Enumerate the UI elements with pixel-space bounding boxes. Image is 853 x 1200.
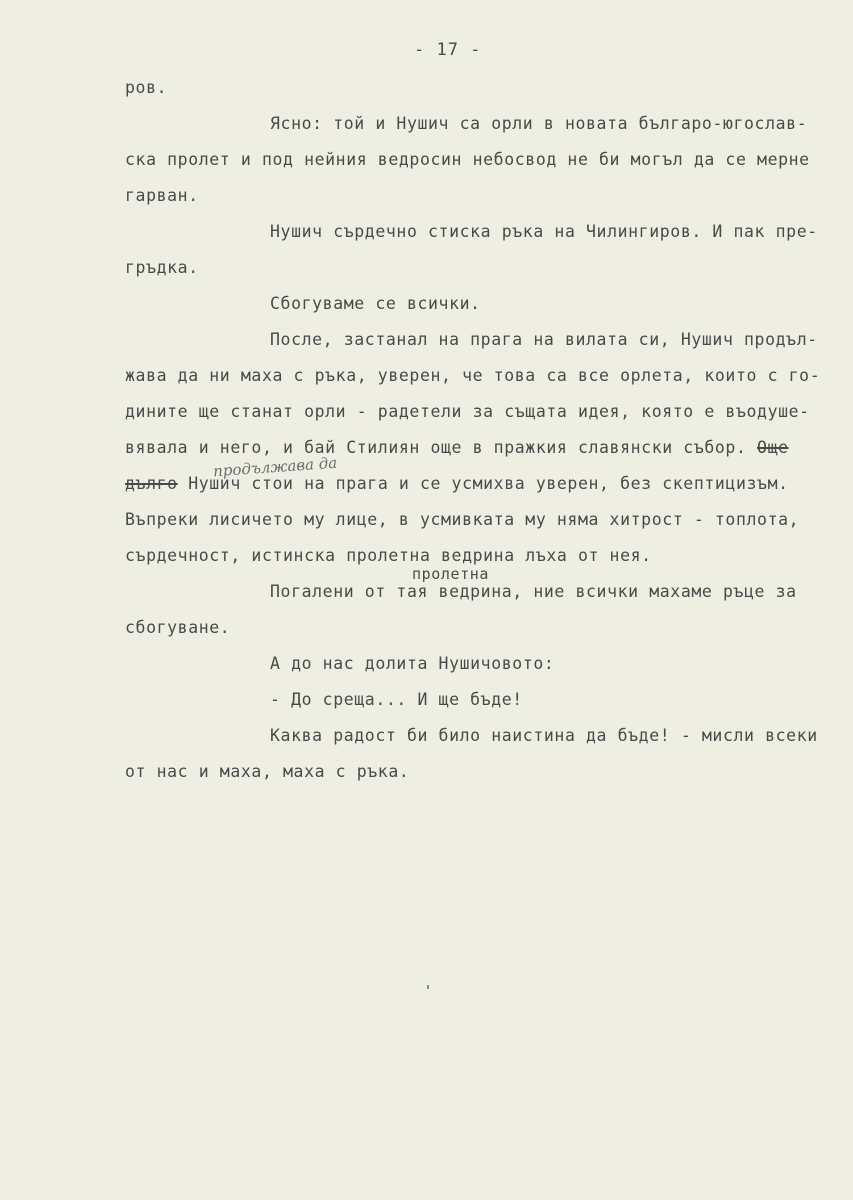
text-line-7: Сбогуваме се всички. [270, 294, 481, 313]
text-line-8: После, застанал на прага на вилата си, Нушич продъл- [270, 330, 818, 349]
text-line-11 [125, 438, 789, 458]
text-line-5: Нушич сърдечно стиска ръка на Чилингиров. И пак пре- [270, 222, 818, 241]
struck-word-2: дълго [125, 474, 178, 493]
text-line-20: от нас и маха, маха с ръка. [125, 762, 410, 781]
text-line-4: гарван. [125, 186, 199, 205]
text-line-2: Ясно: той и Нушич са орли в новата българо-югослав- [270, 114, 808, 133]
text-line-12 [125, 474, 789, 494]
text-line-14: сърдечност, истинска пролетна ведрина лъха от нея. [125, 546, 652, 565]
text-line-13: Въпреки лисичето му лице, в усмивката му няма хитрост - топлота, [125, 510, 800, 529]
text-line-10: дините ще станат орли - радетели за същата идея, която е въодуше- [125, 402, 810, 421]
struck-word-1: Още [757, 438, 789, 457]
text-line-9: жава да ни маха с ръка, уверен, че това са все орлета, които с го- [125, 366, 821, 385]
text-line-11-main: вявала и него, и бай Стилиян още в пражкия славянски събор. [125, 438, 758, 457]
handwritten-insertion: продължава да [212, 453, 338, 481]
text-line-18: - До среща... И ще бъде! [270, 690, 523, 709]
paper-speck [427, 985, 429, 989]
page-number: - 17 - [414, 40, 482, 60]
text-line-1: ров. [125, 78, 168, 97]
typed-insertion: пролетна [412, 565, 490, 583]
text-line-15: Погалени от тая ведрина, ние всички махаме ръце за [270, 582, 797, 601]
text-line-6: гръдка. [125, 258, 199, 277]
text-line-12-rest: стои на прага и се усмихва уверен, без скептицизъм. [240, 474, 789, 493]
text-line-19: Каква радост би било наистина да бъде! - мисли всеки [270, 726, 818, 745]
text-line-16: сбогуване. [125, 618, 231, 637]
text-line-12-name: Нушич [177, 474, 241, 493]
text-line-3: ска пролет и под нейния ведросин небосвод не би могъл да се мерне [125, 150, 810, 169]
text-line-17: А до нас долита Нушичовото: [270, 654, 555, 673]
